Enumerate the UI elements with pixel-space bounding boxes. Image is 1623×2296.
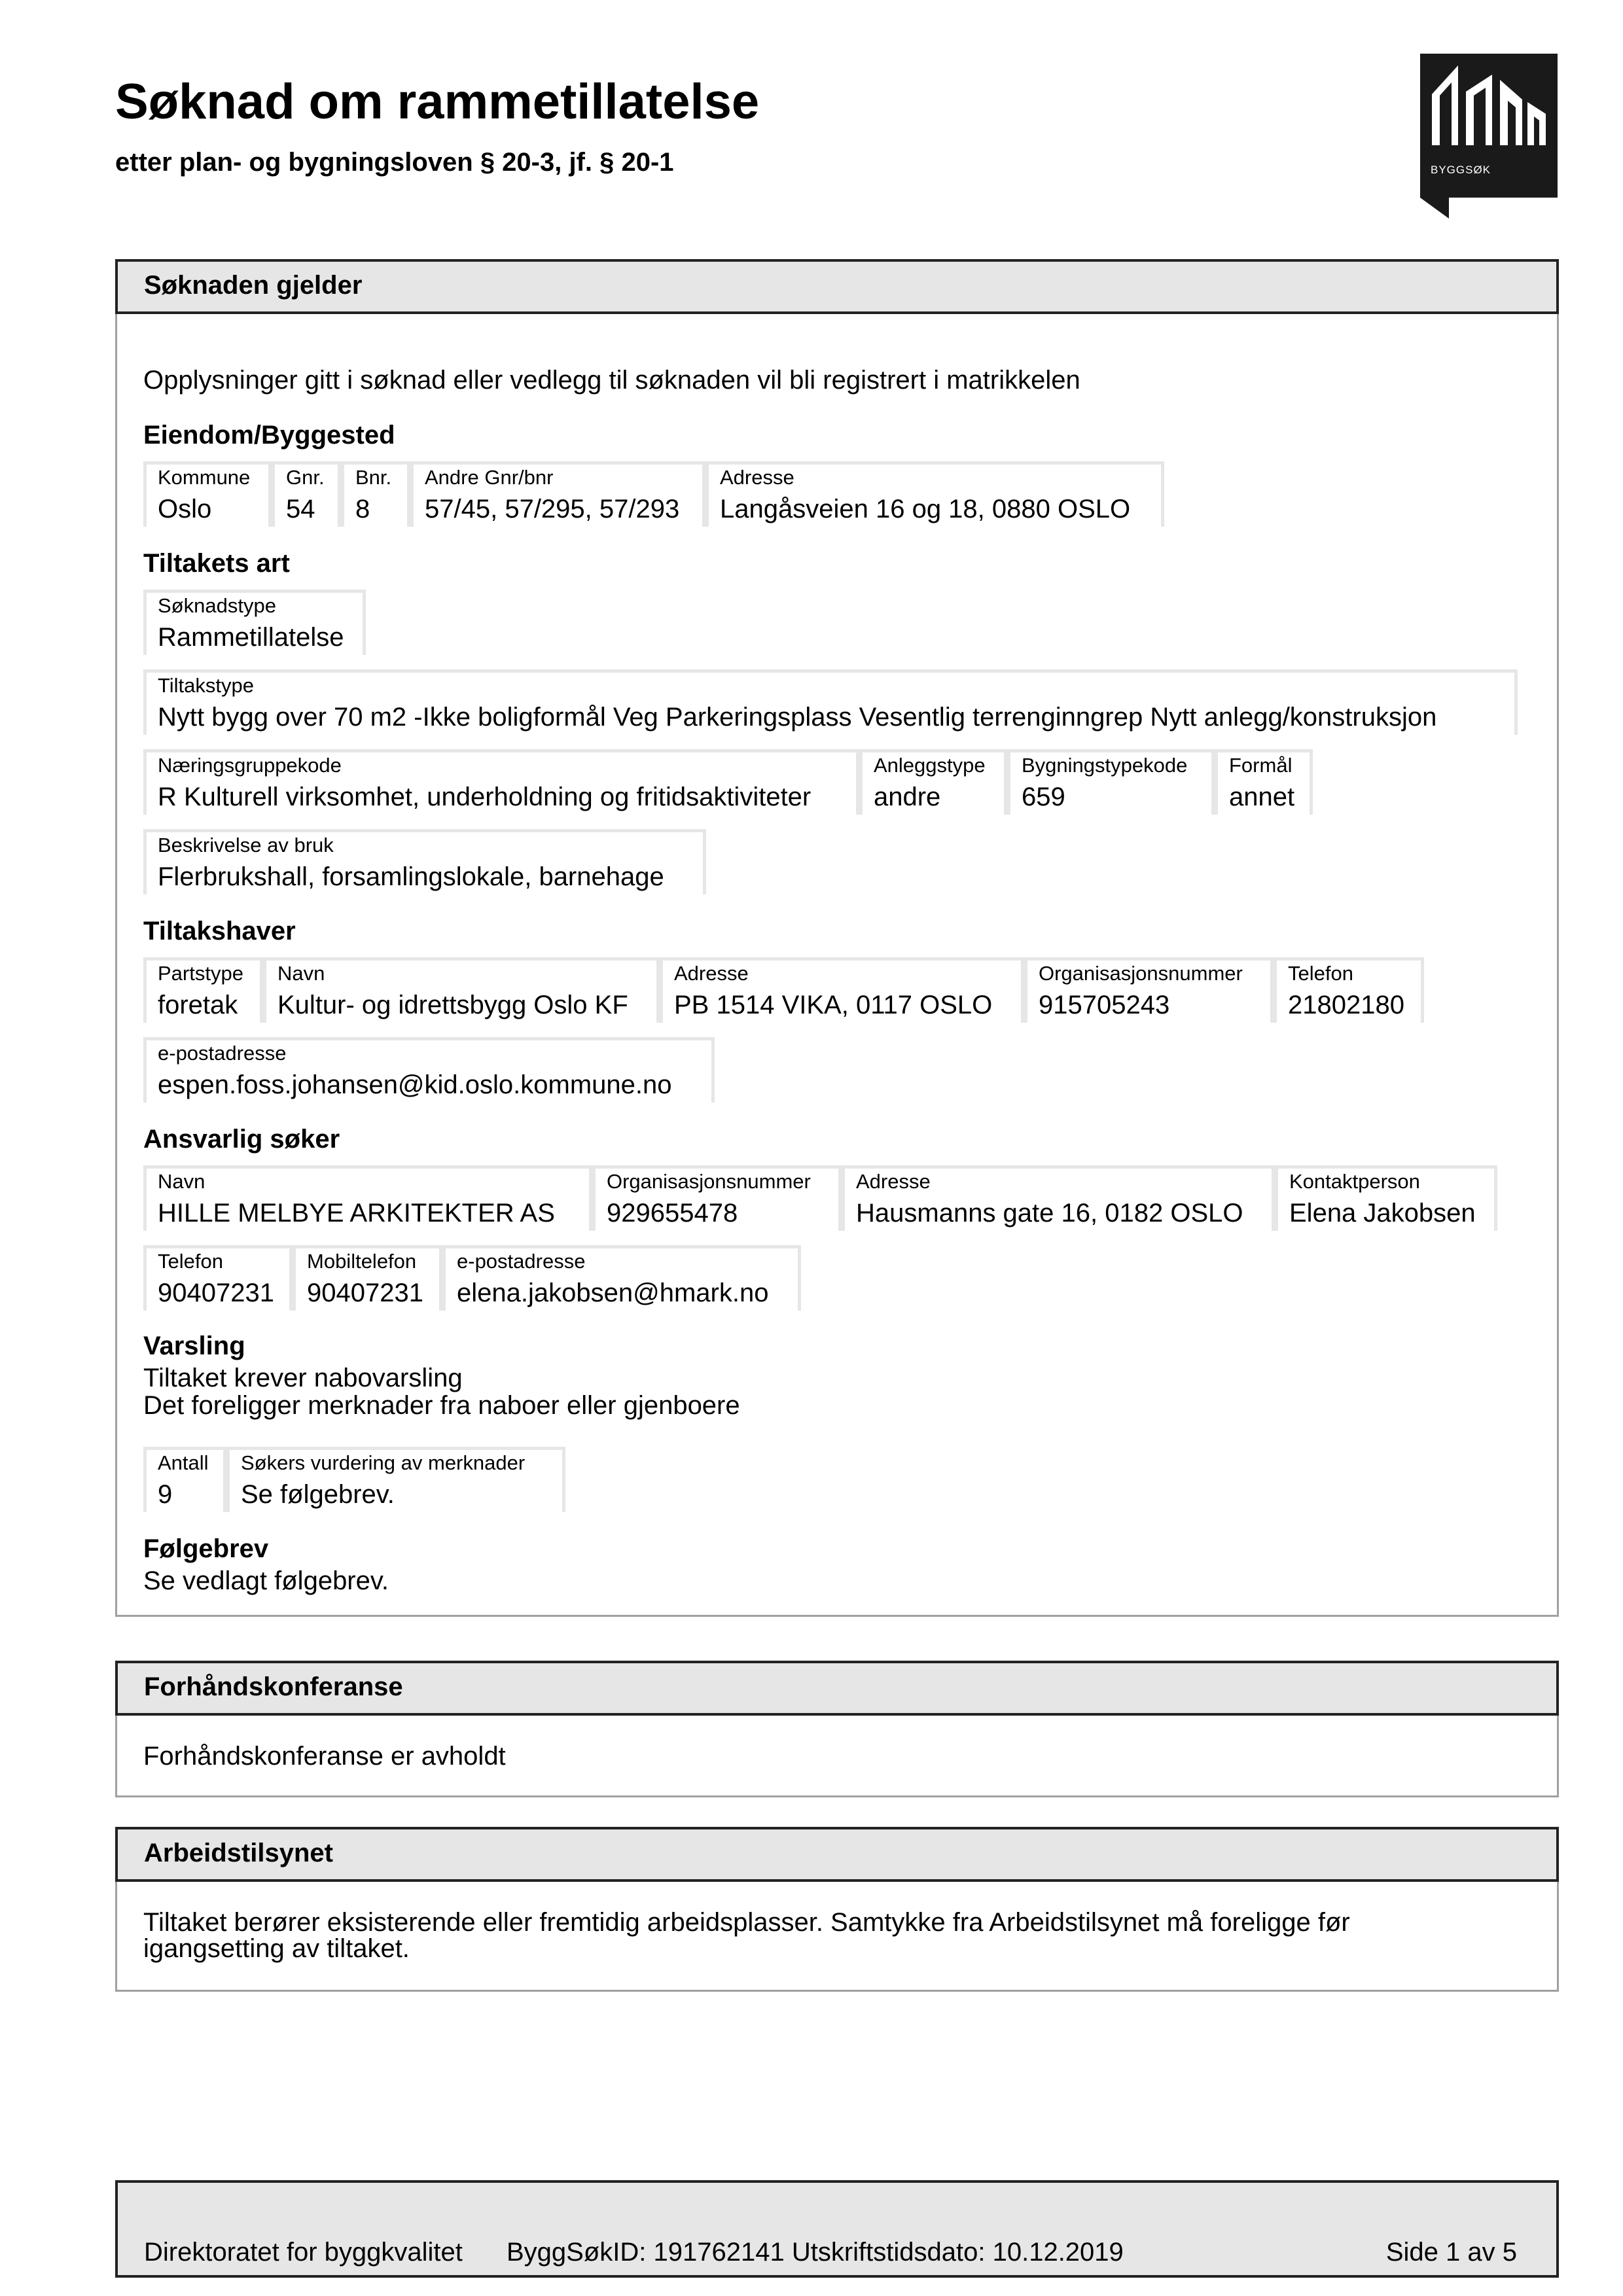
field-value: 57/45, 57/295, 57/293 (425, 495, 680, 523)
field-value: 21802180 (1288, 991, 1404, 1019)
field-antall (143, 1447, 226, 1512)
field-bnr (341, 461, 410, 527)
field-tiltakshaver-navn (263, 957, 660, 1023)
field-soknadstype (143, 590, 366, 655)
section-heading: Forhåndskonferanse (144, 1672, 403, 1701)
field-value: annet (1229, 783, 1295, 811)
field-label: e-postadresse (158, 1042, 287, 1065)
folgebrev-text: Se vedlagt følgebrev. (143, 1566, 389, 1595)
arbeidstilsynet-line-1: Tiltaket berører eksisterende eller fremtidig arbeidsplasser. Samtykke fra Arbeidstilsynet må foreligge før (143, 1908, 1350, 1937)
field-value: R Kulturell virksomhet, underholdning og fritidsaktiviteter (158, 783, 812, 811)
field-naeringsgruppekode (143, 749, 859, 815)
field-value: foretak (158, 991, 238, 1019)
matrikkel-notice: Opplysninger gitt i søknad eller vedlegg til søknaden vil bli registrert i matrikkelen (143, 366, 1080, 395)
field-label: Beskrivelse av bruk (158, 834, 334, 857)
field-label: Antall (158, 1451, 209, 1474)
field-value: PB 1514 VIKA, 0117 OSLO (674, 991, 993, 1019)
field-label: Næringsgruppekode (158, 754, 342, 777)
field-value: 9 (158, 1480, 173, 1509)
field-label: Adresse (720, 466, 794, 489)
section-soknaden-gjelder (115, 259, 1559, 1617)
byggsok-logo (1420, 54, 1558, 198)
field-label: Navn (277, 962, 325, 985)
field-value: 90407231 (158, 1279, 274, 1307)
field-label: Partstype (158, 962, 243, 985)
arbeidstilsynet-line-2: igangsetting av tiltaket. (143, 1934, 410, 1963)
field-value: Langåsveien 16 og 18, 0880 OSLO (720, 495, 1131, 523)
tiltakshaver-title: Tiltakshaver (143, 917, 296, 945)
field-label: e-postadresse (457, 1250, 586, 1273)
field-soker-adresse (842, 1165, 1275, 1231)
field-soker-kontaktperson (1275, 1165, 1497, 1231)
logo-tail (1420, 198, 1449, 219)
field-label: Telefon (158, 1250, 223, 1273)
page-footer (115, 2180, 1559, 2278)
field-tiltakstype (143, 669, 1518, 735)
field-tiltakshaver-orgnr (1024, 957, 1274, 1023)
eiendom-title: Eiendom/Byggested (143, 421, 395, 450)
field-label: Søkers vurdering av merknader (241, 1451, 526, 1474)
field-value: HILLE MELBYE ARKITEKTER AS (158, 1199, 555, 1227)
section-forhandskonferanse (115, 1661, 1559, 1797)
field-value: Se følgebrev. (241, 1480, 395, 1509)
field-formal (1215, 749, 1313, 815)
tiltakets-art-title: Tiltakets art (143, 549, 290, 578)
field-label: Organisasjonsnummer (607, 1170, 811, 1193)
field-value: elena.jakobsen@hmark.no (457, 1279, 769, 1307)
field-value: Rammetillatelse (158, 623, 344, 652)
field-value: 90407231 (307, 1279, 423, 1307)
field-soker-telefon (143, 1245, 293, 1311)
field-bygningstypekode (1007, 749, 1215, 815)
field-value: 8 (355, 495, 370, 523)
field-value: Kultur- og idrettsbygg Oslo KF (277, 991, 628, 1019)
section-heading: Arbeidstilsynet (144, 1839, 333, 1867)
field-value: 659 (1022, 783, 1065, 811)
field-soker-navn (143, 1165, 592, 1231)
field-value: Oslo (158, 495, 212, 523)
field-value: Flerbrukshall, forsamlingslokale, barnehage (158, 862, 664, 891)
footer-byggsok-id: ByggSøkID: 191762141 Utskriftstidsdato: 10.12.2019 (507, 2238, 1124, 2267)
section-header (115, 259, 1559, 314)
field-value: 54 (286, 495, 315, 523)
field-label: Kommune (158, 466, 251, 489)
field-partstype (143, 957, 263, 1023)
field-tiltakshaver-epost (143, 1037, 715, 1103)
section-header (115, 1827, 1559, 1882)
field-tiltakshaver-adresse (660, 957, 1024, 1023)
field-label: Bygningstypekode (1022, 754, 1188, 777)
field-label: Bnr. (355, 466, 392, 489)
section-arbeidstilsynet (115, 1827, 1559, 1992)
field-label: Kontaktperson (1289, 1170, 1420, 1193)
field-sokers-vurdering (226, 1447, 565, 1512)
field-label: Adresse (674, 962, 749, 985)
field-value: espen.foss.johansen@kid.oslo.kommune.no (158, 1070, 672, 1099)
field-label: Mobiltelefon (307, 1250, 417, 1273)
field-soker-mobiltelefon (293, 1245, 442, 1311)
field-value: Elena Jakobsen (1289, 1199, 1476, 1227)
footer-page-number: Side 1 av 5 (1385, 2238, 1517, 2267)
field-value: Hausmanns gate 16, 0182 OSLO (856, 1199, 1243, 1227)
field-label: Telefon (1288, 962, 1353, 985)
field-label: Organisasjonsnummer (1039, 962, 1243, 985)
field-label: Søknadstype (158, 594, 276, 617)
varsling-line-1: Tiltaket krever nabovarsling (143, 1364, 463, 1392)
document-title: Søknad om rammetillatelse (115, 74, 760, 130)
field-label: Navn (158, 1170, 205, 1193)
field-beskrivelse-av-bruk (143, 829, 706, 894)
field-value: andre (874, 783, 941, 811)
document-subtitle: etter plan- og bygningsloven § 20-3, jf. § 20-1 (115, 148, 674, 177)
field-label: Tiltakstype (158, 674, 255, 697)
field-eiendom-adresse (705, 461, 1164, 527)
forhandskonferanse-text: Forhåndskonferanse er avholdt (143, 1742, 506, 1771)
field-anleggstype (859, 749, 1007, 815)
folgebrev-title: Følgebrev (143, 1534, 269, 1563)
field-label: Andre Gnr/bnr (425, 466, 554, 489)
footer-organization: Direktoratet for byggkvalitet (144, 2238, 463, 2267)
field-kommune (143, 461, 272, 527)
field-soker-orgnr (592, 1165, 842, 1231)
varsling-title: Varsling (143, 1332, 245, 1360)
field-label: Anleggstype (874, 754, 986, 777)
section-header (115, 1661, 1559, 1716)
field-label: Adresse (856, 1170, 931, 1193)
field-label: Formål (1229, 754, 1293, 777)
varsling-line-2: Det foreligger merknader fra naboer eller gjenboere (143, 1391, 740, 1420)
field-value: 929655478 (607, 1199, 738, 1227)
field-value: Nytt bygg over 70 m2 -Ikke boligformål Veg Parkeringsplass Vesentlig terrenginngrep Nytt anlegg/konstruksjon (158, 703, 1437, 732)
logo-text: BYGGSØK (1431, 164, 1491, 176)
ansvarlig-soker-title: Ansvarlig søker (143, 1125, 340, 1154)
field-soker-epost (442, 1245, 801, 1311)
field-value: 915705243 (1039, 991, 1170, 1019)
field-tiltakshaver-telefon (1274, 957, 1424, 1023)
field-gnr (272, 461, 341, 527)
field-label: Gnr. (286, 466, 325, 489)
field-andre-gnr-bnr (410, 461, 705, 527)
section-heading: Søknaden gjelder (144, 271, 363, 300)
